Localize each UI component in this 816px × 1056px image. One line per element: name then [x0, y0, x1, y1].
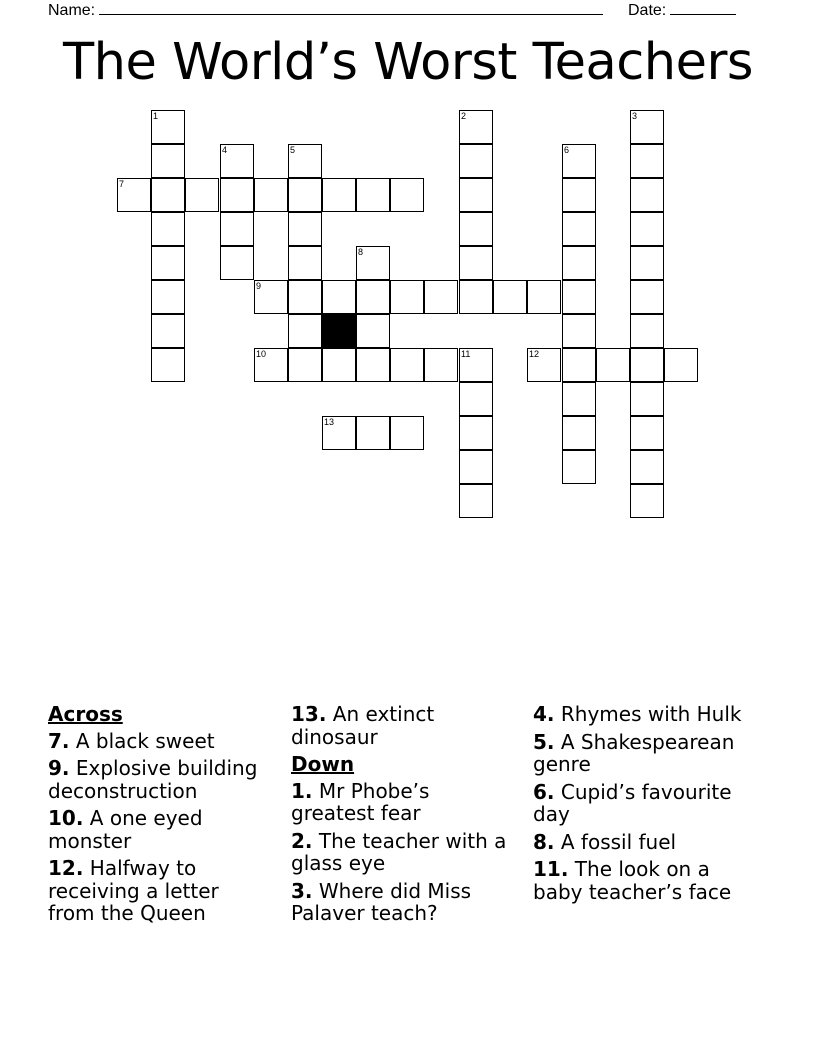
- crossword-cell-12[interactable]: [527, 348, 561, 382]
- cell-number: 10: [256, 349, 267, 359]
- crossword-cell[interactable]: [151, 314, 185, 348]
- clues-column-2: [291, 703, 511, 930]
- clue-text: The teacher with a glass eye: [291, 828, 507, 875]
- crossword-cell-4[interactable]: [220, 144, 254, 178]
- clue-text: A black sweet: [75, 728, 215, 753]
- clue-text: Cupid’s favourite day: [533, 779, 732, 826]
- crossword-cell[interactable]: [151, 280, 185, 314]
- clue-down-3: [291, 880, 511, 925]
- crossword-cell[interactable]: [185, 178, 219, 212]
- down-heading: Down: [291, 752, 355, 776]
- clue-down-4: [533, 703, 753, 726]
- crossword-cell[interactable]: [562, 178, 596, 212]
- crossword-cell-2[interactable]: [459, 110, 493, 144]
- date-label: Date:: [628, 2, 667, 19]
- clue-number: 11.: [533, 857, 569, 881]
- crossword-cell[interactable]: [630, 348, 664, 382]
- crossword-cell[interactable]: [390, 348, 424, 382]
- crossword-cell[interactable]: [459, 484, 493, 518]
- cell-number: 4: [222, 145, 228, 155]
- crossword-cell[interactable]: [459, 450, 493, 484]
- crossword-cell[interactable]: [630, 314, 664, 348]
- clue-text: Halfway to receiving a letter from the Queen: [48, 856, 219, 925]
- crossword-cell[interactable]: [356, 280, 390, 314]
- crossword-cell[interactable]: [151, 246, 185, 280]
- clue-across-9: [48, 757, 268, 802]
- crossword-cell[interactable]: [356, 348, 390, 382]
- crossword-cell[interactable]: [151, 212, 185, 246]
- crossword-cell[interactable]: [630, 212, 664, 246]
- clue-down-11: [533, 858, 753, 903]
- cell-number: 11: [461, 349, 471, 359]
- cell-number: 9: [256, 281, 262, 291]
- clue-number: 9.: [48, 756, 70, 780]
- crossword-cell-9[interactable]: [254, 280, 288, 314]
- cell-number: 7: [119, 179, 125, 189]
- cell-number: 13: [324, 417, 335, 427]
- crossword-cell[interactable]: [630, 280, 664, 314]
- crossword-cell[interactable]: [390, 416, 424, 450]
- crossword-cell[interactable]: [562, 212, 596, 246]
- crossword-cell[interactable]: [151, 348, 185, 382]
- crossword-cell[interactable]: [220, 178, 254, 212]
- crossword-cell-10[interactable]: [254, 348, 288, 382]
- crossword-cell[interactable]: [254, 178, 288, 212]
- crossword-cell-1[interactable]: [151, 110, 185, 144]
- crossword-cell[interactable]: [390, 178, 424, 212]
- cell-number: 6: [564, 145, 570, 155]
- crossword-cell[interactable]: [322, 178, 356, 212]
- clue-text: Explosive building deconstruction: [48, 756, 258, 803]
- crossword-cell[interactable]: [630, 178, 664, 212]
- clue-number: 7.: [48, 728, 70, 753]
- crossword-cell[interactable]: [288, 314, 322, 348]
- clue-text: A fossil fuel: [560, 829, 677, 854]
- crossword-cell-13[interactable]: [322, 416, 356, 450]
- crossword-cell[interactable]: [459, 280, 493, 314]
- crossword-cell[interactable]: [322, 348, 356, 382]
- clue-across-10: [48, 807, 268, 852]
- across-heading: Across: [48, 702, 123, 726]
- crossword-cell[interactable]: [424, 348, 458, 382]
- crossword-cell[interactable]: [562, 246, 596, 280]
- clue-text: A Shakespearean genre: [533, 729, 735, 776]
- clue-number: 10.: [48, 806, 84, 830]
- crossword-cell[interactable]: [288, 178, 322, 212]
- crossword-cell[interactable]: [596, 348, 630, 382]
- crossword-cell[interactable]: [151, 178, 185, 212]
- crossword-cell[interactable]: [459, 144, 493, 178]
- black-cell: [322, 314, 356, 348]
- crossword-cell[interactable]: [630, 484, 664, 518]
- crossword-cell[interactable]: [562, 280, 596, 314]
- cell-number: 3: [632, 111, 638, 121]
- crossword-cell[interactable]: [630, 450, 664, 484]
- crossword-cell-6[interactable]: [562, 144, 596, 178]
- crossword-cell[interactable]: [220, 212, 254, 246]
- crossword-cell[interactable]: [220, 246, 254, 280]
- crossword-cell[interactable]: [459, 382, 493, 416]
- crossword-cell[interactable]: [390, 280, 424, 314]
- clue-number: 6.: [533, 779, 555, 804]
- name-label: Name:: [48, 2, 96, 19]
- clue-number: 4.: [533, 702, 555, 726]
- crossword-cell[interactable]: [562, 314, 596, 348]
- crossword-cell[interactable]: [630, 382, 664, 416]
- crossword-cell[interactable]: [630, 246, 664, 280]
- clues-column-1: [48, 703, 268, 930]
- clue-text: Where did Miss Palaver teach?: [291, 878, 472, 925]
- crossword-cell[interactable]: [424, 280, 458, 314]
- crossword-cell[interactable]: [527, 280, 561, 314]
- clue-across-13: [291, 703, 511, 748]
- clue-text: Mr Phobe’s greatest fear: [291, 778, 430, 825]
- crossword-cell[interactable]: [630, 416, 664, 450]
- crossword-cell[interactable]: [493, 280, 527, 314]
- crossword-cell[interactable]: [356, 314, 390, 348]
- clue-down-1: [291, 780, 511, 825]
- clue-number: 5.: [533, 729, 555, 754]
- crossword-cell[interactable]: [288, 212, 322, 246]
- clue-text: The look on a baby teacher’s face: [533, 857, 732, 904]
- crossword-cell[interactable]: [288, 348, 322, 382]
- crossword-cell[interactable]: [151, 144, 185, 178]
- cell-number: 12: [529, 349, 540, 359]
- crossword-cell[interactable]: [664, 348, 698, 382]
- clues-column-3: [533, 703, 753, 908]
- clue-number: 3.: [291, 878, 313, 903]
- crossword-cell-11[interactable]: [459, 348, 493, 382]
- cell-number: 1: [153, 111, 159, 121]
- clue-down-8: [533, 831, 753, 854]
- crossword-cell[interactable]: [459, 246, 493, 280]
- cell-number: 5: [290, 145, 296, 155]
- crossword-cell[interactable]: [288, 246, 322, 280]
- cell-number: 8: [358, 247, 364, 257]
- clue-text: Rhymes with Hulk: [560, 702, 742, 726]
- clue-text: A one eyed monster: [48, 806, 203, 853]
- crossword-cell-8[interactable]: [356, 246, 390, 280]
- crossword-cell[interactable]: [459, 212, 493, 246]
- crossword-cell[interactable]: [562, 416, 596, 450]
- clue-down-2: [291, 830, 511, 875]
- crossword-cell[interactable]: [356, 178, 390, 212]
- clue-number: 2.: [291, 828, 313, 853]
- crossword-cell[interactable]: [322, 280, 356, 314]
- clue-number: 12.: [48, 856, 84, 880]
- crossword-cell[interactable]: [356, 416, 390, 450]
- clue-number: 13.: [291, 702, 327, 726]
- crossword-cell-5[interactable]: [288, 144, 322, 178]
- crossword-cell[interactable]: [562, 348, 596, 382]
- clue-across-7: [48, 730, 268, 753]
- crossword-cell[interactable]: [562, 382, 596, 416]
- crossword-cell[interactable]: [459, 416, 493, 450]
- clue-down-5: [533, 731, 753, 776]
- crossword-cell[interactable]: [288, 280, 322, 314]
- clue-text: An extinct dinosaur: [291, 702, 435, 749]
- crossword-cell-7[interactable]: [117, 178, 151, 212]
- cell-number: 2: [461, 111, 467, 121]
- clue-across-12: [48, 857, 268, 925]
- page-title: The World’s Worst Teachers: [63, 33, 753, 92]
- crossword-cell[interactable]: [562, 450, 596, 484]
- crossword-cell[interactable]: [630, 144, 664, 178]
- clue-number: 1.: [291, 778, 313, 803]
- crossword-cell[interactable]: [459, 178, 493, 212]
- crossword-cell-3[interactable]: [630, 110, 664, 144]
- clue-down-6: [533, 781, 753, 826]
- clue-number: 8.: [533, 829, 555, 854]
